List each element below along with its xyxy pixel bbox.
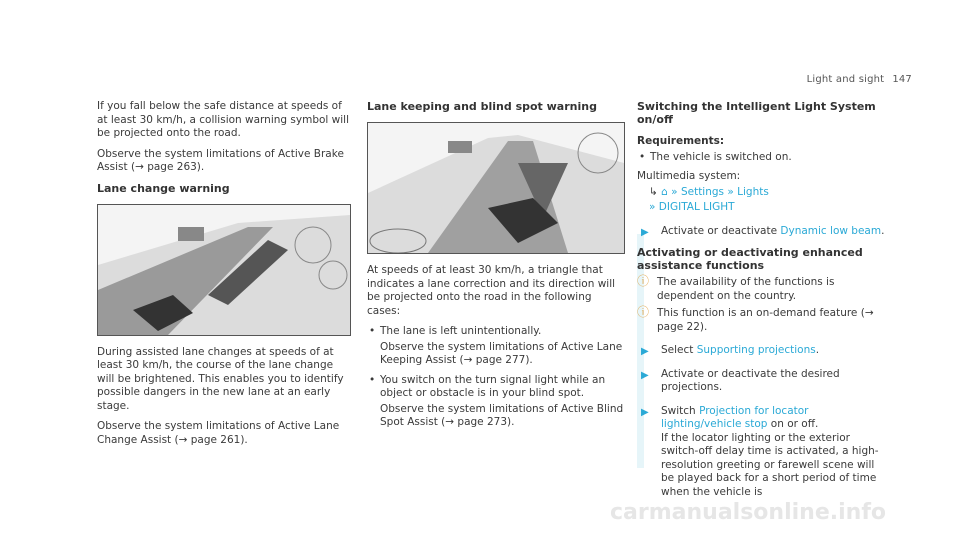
locator-lighting-link[interactable]: Projection for locator lighting/vehicle stop [661, 404, 809, 430]
note-country: ⓘ The availability of the functions is dependent on the country. [637, 274, 835, 302]
dynamic-low-beam-link[interactable]: Dynamic low beam [780, 224, 882, 237]
arrow-return-icon: ↳ [649, 185, 658, 198]
supporting-projections-link[interactable]: Supporting projections [696, 344, 816, 356]
home-icon: ⌂ [661, 185, 668, 198]
chevron-icon: » [649, 201, 656, 213]
note-on-demand: ⓘ This function is an on-demand feature (→ page 22). [637, 305, 874, 333]
lane-change-illustration [97, 204, 351, 336]
enhanced-assistance-heading: Activating or deactivating enhanced assistance functions [637, 246, 863, 272]
locator-lighting-description: If the locator lighting or the exterior switch-off delay time is activated, a high-resolution greeting or farewell scene will be played back for a short period of time when the vehicle is [661, 431, 879, 498]
step-arrow-icon: ▶ [641, 406, 649, 418]
lane-correction-intro: At speeds of at least 30 km/h, a triangle that indicates a lane correction and its direction will be projected onto the road in the following cases: [367, 264, 616, 317]
step-arrow-icon: ▶ [641, 346, 649, 357]
lane-keeping-assist-reference: Observe the system limitations of Active Lane Keeping Assist (→ page 277). [380, 340, 623, 366]
step-dynamic-low-beam: ▶ Activate or deactivate Dynamic low beam. [641, 224, 885, 238]
lane-keeping-illustration [367, 122, 625, 254]
column-left [97, 100, 352, 454]
chevron-icon: » [727, 185, 734, 198]
column-middle [367, 100, 624, 436]
step-desired-projections: ▶ Activate or deactivate the desired projections. [641, 367, 840, 393]
requirement-vehicle-on: • The vehicle is switched on. [637, 151, 887, 165]
section-title: Light and sight [806, 74, 885, 85]
brake-assist-reference: Observe the system limitations of Active Brake Assist (→ page 263). [97, 147, 344, 173]
case-blind-spot: • You switch on the turn signal light while an object or obstacle is in your blind spot. [367, 374, 624, 401]
lane-change-assist-reference: Observe the system limitations of Active Lane Change Assist (→ page 261). [97, 420, 340, 446]
menu-settings[interactable]: Settings [680, 185, 725, 198]
page-number: 147 [892, 74, 912, 85]
lane-change-description: During assisted lane changes at speeds of at least 30 km/h, the course of the lane change will be brightened. This enables you to identify possible dangers in the new lane at an early stage. [97, 345, 344, 412]
menu-path-2 [637, 201, 887, 215]
column-right [637, 100, 887, 507]
menu-path [637, 186, 887, 200]
watermark: carmanualsonline.info [610, 500, 886, 525]
collision-warning-text: If you fall below the safe distance at speeds of at least 30 km/h, a collision warning symbol will be projected onto the road. [97, 100, 350, 139]
intelligent-light-heading: Switching the Intelligent Light System on/off [637, 100, 876, 126]
lane-keeping-heading: Lane keeping and blind spot warning [367, 100, 597, 113]
lane-change-heading: Lane change warning [97, 181, 230, 195]
step-arrow-icon: ▶ [641, 226, 649, 238]
step-supporting-projections: ▶ Select Supporting projections. [641, 344, 820, 357]
case-lane-left: • The lane is left unintentionally. [367, 325, 624, 339]
blind-spot-assist-reference: Observe the system limitations of Active Blind Spot Assist (→ page 273). [380, 402, 624, 428]
step-arrow-icon: ▶ [641, 369, 649, 381]
step-locator-lighting: ▶ Switch Projection for locator lighting/vehicle stop on or off. If the locator lighting or the exterior switch-off delay time is activated, a high-resolution greeting or farewell scene will be played back for a short period of time when the vehicle is [637, 405, 887, 500]
info-icon: ⓘ [637, 274, 650, 288]
menu-lights[interactable]: Lights [737, 185, 769, 198]
page-header [807, 74, 912, 85]
requirements-heading: Requirements: [637, 135, 725, 147]
menu-digital-light[interactable]: DIGITAL LIGHT [658, 201, 735, 213]
multimedia-label: Multimedia system: [637, 170, 741, 182]
chevron-icon: » [671, 185, 678, 198]
info-icon: ⓘ [637, 305, 650, 319]
